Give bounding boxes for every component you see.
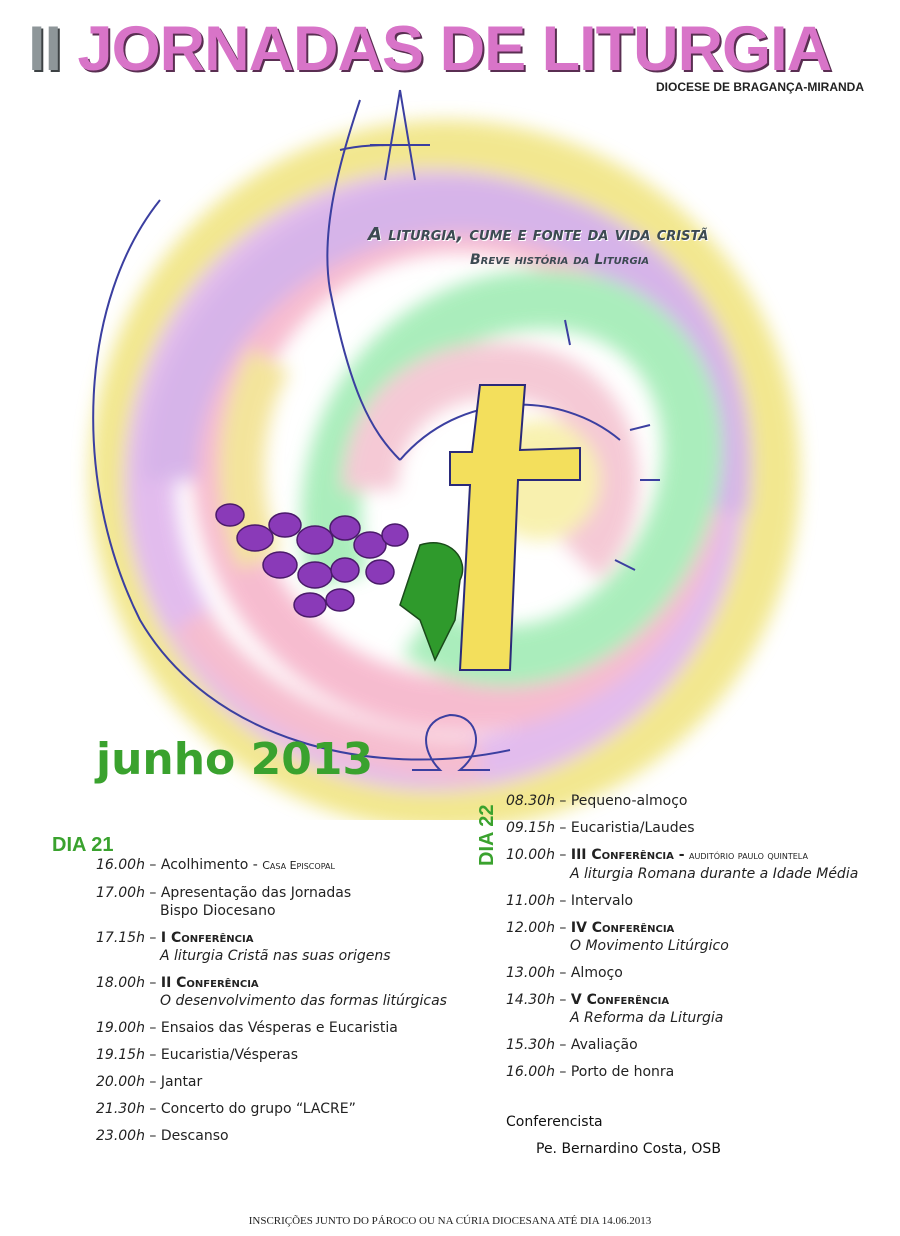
schedule-item: 08.30h – Pequeno-almoço <box>506 793 688 809</box>
schedule-item: 09.15h – Eucaristia/Laudes <box>506 820 695 836</box>
event-title: JORNADAS DE LITURGIA <box>77 14 832 84</box>
speaker-label: Conferencista <box>506 1114 603 1130</box>
schedule-item: 19.15h – Eucaristia/Vésperas <box>96 1047 298 1063</box>
day21-schedule <box>96 856 447 1154</box>
schedule-item: 10.00h – III Conferência - auditório paulo quintela A liturgia Romana durante a Idade Média <box>506 847 859 882</box>
day22-label: DIA 22 <box>476 804 498 866</box>
edition-number: II <box>28 14 62 84</box>
watercolor-illustration <box>40 60 870 820</box>
schedule-item: 17.00h – Apresentação das Jornadas Bispo Diocesano <box>96 885 352 919</box>
schedule-item: 19.00h – Ensaios das Vésperas e Eucaristia <box>96 1020 398 1036</box>
schedule-item: 12.00h – IV Conferência O Movimento Litúrgico <box>506 920 729 954</box>
event-month: junho 2013 <box>96 734 374 785</box>
schedule-item: 21.30h – Concerto do grupo “LACRE” <box>96 1101 356 1117</box>
schedule-item: 17.15h – I Conferência A liturgia Cristã nas suas origens <box>96 930 391 964</box>
theme-subtitle: A liturgia, cume e fonte da vida cristã <box>368 224 709 245</box>
schedule-item: 14.30h – V Conferência A Reforma da Liturgia <box>506 992 724 1026</box>
day21-label: DIA 21 <box>52 834 114 856</box>
schedule-item: 23.00h – Descanso <box>96 1128 229 1144</box>
schedule-item: 13.00h – Almoço <box>506 965 623 981</box>
theme-subsubtitle: Breve história da Liturgia <box>470 252 650 268</box>
schedule-item: 18.00h – II Conferência O desenvolvimento das formas litúrgicas <box>96 975 447 1009</box>
day22-schedule <box>506 792 858 1090</box>
schedule-item: 16.00h – Porto de honra <box>506 1064 675 1080</box>
registration-footer: INSCRIÇÕES JUNTO DO PÁROCO OU NA CÚRIA DIOCESANA ATÉ DIA 14.06.2013 <box>248 1215 652 1227</box>
schedule-item: 15.30h – Avaliação <box>506 1037 638 1053</box>
schedule-item: 20.00h – Jantar <box>96 1074 203 1090</box>
schedule-item: 11.00h – Intervalo <box>506 893 634 909</box>
schedule-item: 16.00h – Acolhimento - Casa Episcopal <box>96 857 335 873</box>
speaker-name: Pe. Bernardino Costa, OSB <box>536 1141 721 1157</box>
diocese-label: DIOCESE DE BRAGANÇA-MIRANDA <box>655 80 864 94</box>
